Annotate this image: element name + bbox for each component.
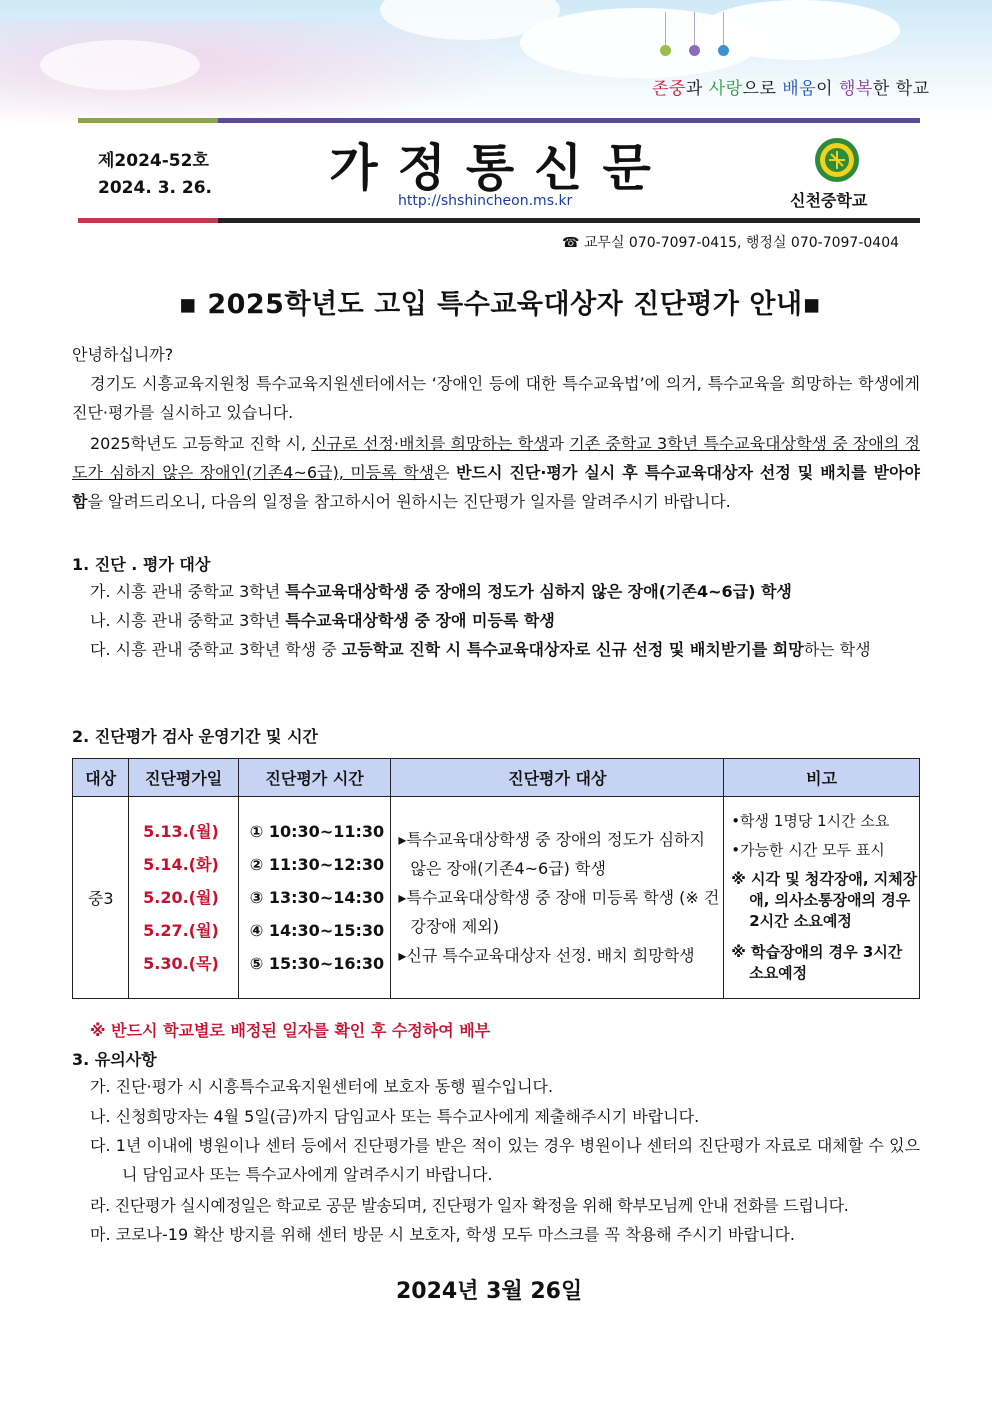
column-header: 대상 — [73, 759, 129, 797]
item-bold: 특수교육대상학생 중 장애의 정도가 심하지 않은 장애(기존4~6급) 학생 — [285, 582, 792, 601]
ornament-line — [723, 12, 724, 46]
item-bold: 특수교육대상학생 중 장애 미등록 학생 — [285, 611, 555, 630]
ornament-line — [665, 12, 666, 46]
table-row — [73, 797, 920, 999]
item-text: 나. 시흥 관내 중학교 3학년 — [90, 611, 286, 630]
section3-title: 3. 유의사항 — [72, 1050, 157, 1069]
item-text: 다. 시흥 관내 중학교 3학년 학생 중 — [90, 640, 342, 659]
item-bold: 고등학교 진학 시 특수교육대상자로 신규 선정 및 배치받기를 희망 — [341, 640, 804, 659]
motto-word: 존중 — [652, 79, 686, 99]
caution-item: 가. 진단·평가 시 시흥특수교육지원센터에 보호자 동행 필수입니다. — [90, 1077, 554, 1096]
caution-item: 라. 진단평가 실시예정일은 학교로 공문 발송되며, 진단평가 일자 확정을 위해 학부모님께 안내 전화를 드립니다. — [90, 1196, 849, 1215]
ornament-dot — [689, 45, 700, 56]
motto-word: 행복 — [838, 79, 873, 99]
motto-text: 으로 — [742, 79, 783, 99]
schedule-table — [72, 758, 920, 999]
school-name: 신천중학교 — [790, 191, 868, 210]
issue-date: 2024. 3. 26. — [98, 178, 213, 198]
note-item: ※ 학습장애의 경우 3시간 소요예정 — [731, 943, 903, 982]
ornament-dot — [718, 45, 729, 56]
ornament-line — [694, 12, 695, 46]
column-header: 진단평가일 — [129, 759, 238, 797]
times-cell — [238, 797, 391, 999]
notes-cell — [724, 797, 920, 999]
exam-time: ② 11:30~12:30 — [249, 855, 385, 874]
exam-time: ③ 13:30~14:30 — [249, 888, 385, 907]
section1-item — [90, 577, 920, 606]
cloud-decoration — [40, 40, 200, 90]
ornament-dot — [660, 45, 671, 56]
schedule-warning: ※ 반드시 학교별로 배정된 일자를 확인 후 수정하여 배부 — [90, 1021, 491, 1040]
detail-underline: 신규로 선정·배치를 희망하는 학생 — [311, 434, 549, 453]
note-item: •가능한 시간 모두 표시 — [731, 841, 885, 859]
cloud-decoration — [700, 0, 900, 60]
phone-icon: ☎ — [562, 235, 580, 251]
exam-date: 5.20.(월) — [143, 888, 219, 907]
detail-text: 2025학년도 고등학교 진학 시, — [90, 434, 312, 453]
caution-item: 나. 신청희망자는 4월 5일(금)까지 담임교사 또는 특수교사에게 제출해주시기 바랍니다. — [90, 1107, 700, 1126]
school-emblem-icon — [814, 137, 860, 183]
issue-number: 제2024-52호 — [98, 151, 209, 171]
motto-text: 이 — [816, 79, 839, 99]
notice-headline: ▪ 2025학년도 고입 특수교육대상자 진단평가 안내▪ — [178, 289, 822, 320]
dates-cell — [129, 797, 238, 999]
footer-date: 2024년 3월 26일 — [396, 1279, 583, 1304]
header-bottom-rule — [78, 218, 920, 223]
section2-title: 2. 진단평가 검사 운영기간 및 시간 — [72, 727, 318, 746]
exam-date: 5.14.(화) — [143, 855, 219, 874]
target-item: ▸특수교육대상학생 중 장애의 정도가 심하지 않은 장애(기존4~6급) 학생 — [398, 830, 705, 878]
school-motto — [652, 74, 930, 99]
note-item: ※ 시각 및 청각장애, 지체장애, 의사소통장애의 경우 2시간 소요예정 — [731, 870, 918, 930]
header-top-rule — [78, 118, 920, 123]
exam-time: ① 10:30~11:30 — [249, 822, 385, 841]
column-header: 진단평가 대상 — [391, 759, 724, 797]
detail-bold: 반드시 진단·평가 실시 후 특수교육대상자 선정 및 배치를 받아야 함 — [72, 463, 920, 511]
detail-text: 은 — [434, 463, 457, 482]
section1-title: 1. 진단 . 평가 대상 — [72, 555, 211, 574]
caution-item: 다. 1년 이내에 병원이나 센터 등에서 진단평가를 받은 적이 있는 경우 병원이나 센터의 진단평가 자료로 대체할 수 있으니 담임교사 또는 특수교사에게 알려주시기 바랍니다. — [90, 1136, 920, 1184]
contact-line — [562, 232, 899, 252]
exam-time: ⑤ 15:30~16:30 — [249, 954, 385, 973]
motto-word: 사랑 — [708, 79, 743, 99]
targets-cell — [391, 797, 724, 999]
note-item: •학생 1명당 1시간 소요 — [731, 812, 890, 830]
detail-paragraph — [72, 429, 920, 516]
motto-text: 과 — [685, 79, 709, 99]
target-item: ▸특수교육대상학생 중 장애 미등록 학생 (※ 건강장애 제외) — [398, 888, 720, 936]
column-header: 비고 — [724, 759, 920, 797]
section1-item — [90, 635, 920, 664]
detail-underline: 기존 중학교 3학년 특수교육대상학생 중 장애의 정도가 심하지 않은 장애인(기존4~6급), 미등록 학생 — [72, 434, 920, 482]
newsletter-title: 가정통신문 — [329, 138, 671, 197]
exam-time: ④ 14:30~15:30 — [249, 921, 385, 940]
table-header-row — [73, 759, 920, 797]
intro-paragraph — [72, 369, 920, 427]
detail-text: 을 알려드리오니, 다음의 일정을 참고하시어 원하시는 진단평가 일자를 알려주시기 바랍니다. — [87, 492, 731, 511]
item-text: 가. 시흥 관내 중학교 3학년 — [90, 582, 286, 601]
contact-numbers: 교무실 070-7097-0415, 행정실 070-7097-0404 — [583, 235, 900, 251]
intro-text: 경기도 시흥교육지원청 특수교육지원센터에서는 ‘장애인 등에 대한 특수교육법’에 의거, 특수교육을 희망하는 학생에게 진단·평가를 실시하고 있습니다. — [72, 374, 920, 422]
exam-date: 5.27.(월) — [143, 921, 219, 940]
exam-date: 5.13.(월) — [143, 822, 219, 841]
school-url-link[interactable]: http://shshincheon.ms.kr — [398, 193, 573, 209]
column-header: 진단평가 시간 — [238, 759, 391, 797]
item-text: 하는 학생 — [803, 640, 871, 659]
motto-text: 한 학교 — [872, 79, 930, 99]
target-item: ▸신규 특수교육대상자 선정. 배치 희망학생 — [398, 946, 695, 965]
target-group-cell: 중3 — [73, 797, 129, 999]
section1-item — [90, 606, 920, 635]
exam-date: 5.30.(목) — [143, 954, 219, 973]
motto-word: 배움 — [782, 79, 817, 99]
caution-item: 마. 코로나-19 확산 방지를 위해 센터 방문 시 보호자, 학생 모두 마스크를 꼭 착용해 주시기 바랍니다. — [90, 1225, 796, 1244]
greeting: 안녕하십니까? — [72, 345, 174, 364]
detail-text: 과 — [548, 434, 570, 453]
